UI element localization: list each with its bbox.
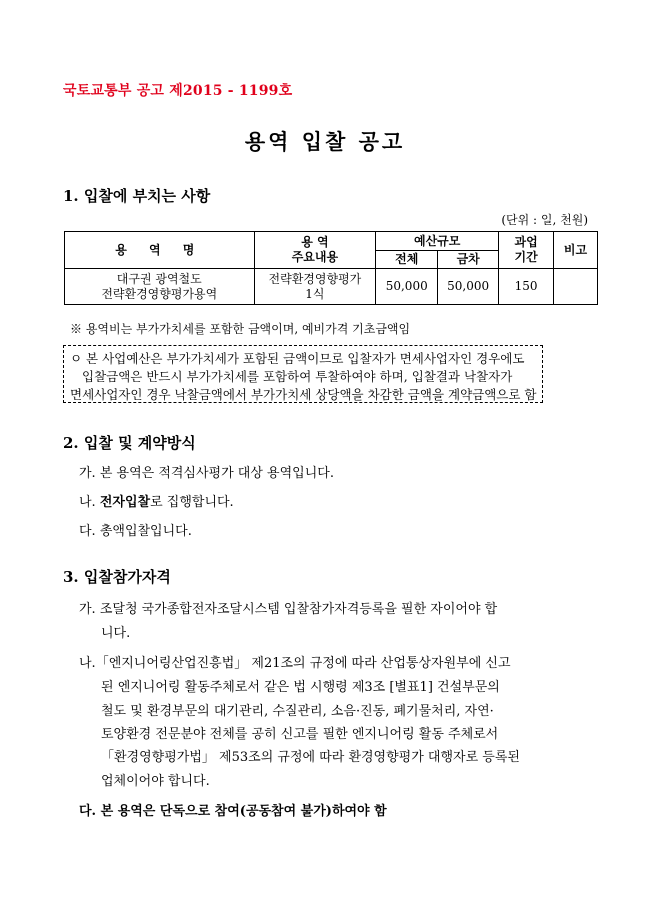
- cell-remarks: [554, 269, 598, 305]
- header-total: 전체: [376, 251, 438, 269]
- box-line: 면세사업자인 경우 낙찰금액에서 부가가치세 상당액을 차감한 금액을 계약금액으로 함: [70, 387, 537, 402]
- header-budget: 예산규모: [376, 232, 499, 251]
- notice-number: 국토교통부 공고 제2015 - 1199호: [63, 83, 293, 99]
- vat-note: ※ 용역비는 부가가치세를 포함한 금액이며, 예비가격 기초금액임: [70, 322, 411, 336]
- cell-current-year: 50,000: [438, 269, 499, 305]
- section3-item-a-line2: 니다.: [101, 626, 131, 641]
- section2-item-a: 가. 본 용역은 적격심사평가 대상 용역입니다.: [79, 466, 334, 481]
- section2-item-c: 다. 총액입찰입니다.: [79, 524, 192, 539]
- section3-item-b-line1: 나.「엔지니어링산업진흥법」 제21조의 규정에 따라 산업통상자원부에 신고: [79, 656, 511, 671]
- section3-item-b-line3: 철도 및 환경부문의 대기관리, 수질관리, 소음·진동, 폐기물처리, 자연·: [101, 704, 494, 719]
- cell-period: 150: [499, 269, 554, 305]
- header-period: 과업 기간: [499, 232, 554, 269]
- section2-heading: 2. 입찰 및 계약방식: [63, 434, 196, 452]
- page-title: 용역 입찰 공고: [244, 129, 406, 154]
- vat-notice-box: [63, 345, 543, 403]
- cell-total: 50,000: [376, 269, 438, 305]
- section3-item-b-line2: 된 엔지니어링 활동주체로서 같은 법 시행령 제3조 [별표1] 건설부문의: [101, 680, 500, 695]
- unit-label: (단위 : 일, 천원): [501, 213, 588, 227]
- table-row: [65, 269, 598, 305]
- header-content: 용 역 주요내용: [254, 232, 376, 269]
- cell-service-name: 대구권 광역철도 전략환경영향평가용역: [65, 269, 255, 305]
- header-remarks: 비고: [554, 232, 598, 269]
- cell-content: 전략환경영향평가 1식: [254, 269, 376, 305]
- section3-heading: 3. 입찰참가자격: [63, 568, 171, 586]
- section3-item-a-line1: 가. 조달청 국가종합전자조달시스템 입찰참가자격등록을 필한 자이어야 합: [79, 602, 498, 617]
- section3-item-b-line5: 「환경영향평가법」 제53조의 규정에 따라 환경영향평가 대행자로 등록된: [101, 750, 520, 765]
- section3-item-c: 다. 본 용역은 단독으로 참여(공동참여 불가)하여야 함: [79, 804, 387, 819]
- budget-table: [64, 231, 598, 305]
- section3-item-b-line4: 토양환경 전문분야 전체를 공히 신고를 필한 엔지니어링 활동 주체로서: [101, 727, 499, 742]
- header-current-year: 금차: [438, 251, 499, 269]
- box-line: 입찰금액은 반드시 부가가치세를 포함하여 투찰하여야 하며, 입찰결과 낙찰자가: [82, 369, 513, 384]
- section1-heading: 1. 입찰에 부치는 사항: [63, 187, 211, 205]
- section3-item-b-line6: 업체이어야 합니다.: [101, 774, 210, 789]
- box-line: ㅇ 본 사업예산은 부가가치세가 포함된 금액이므로 입찰자가 면세사업자인 경우에도: [70, 351, 525, 366]
- header-service-name: 용 역 명: [65, 232, 255, 269]
- section2-item-b: 나. 전자입찰로 집행합니다.: [79, 495, 234, 510]
